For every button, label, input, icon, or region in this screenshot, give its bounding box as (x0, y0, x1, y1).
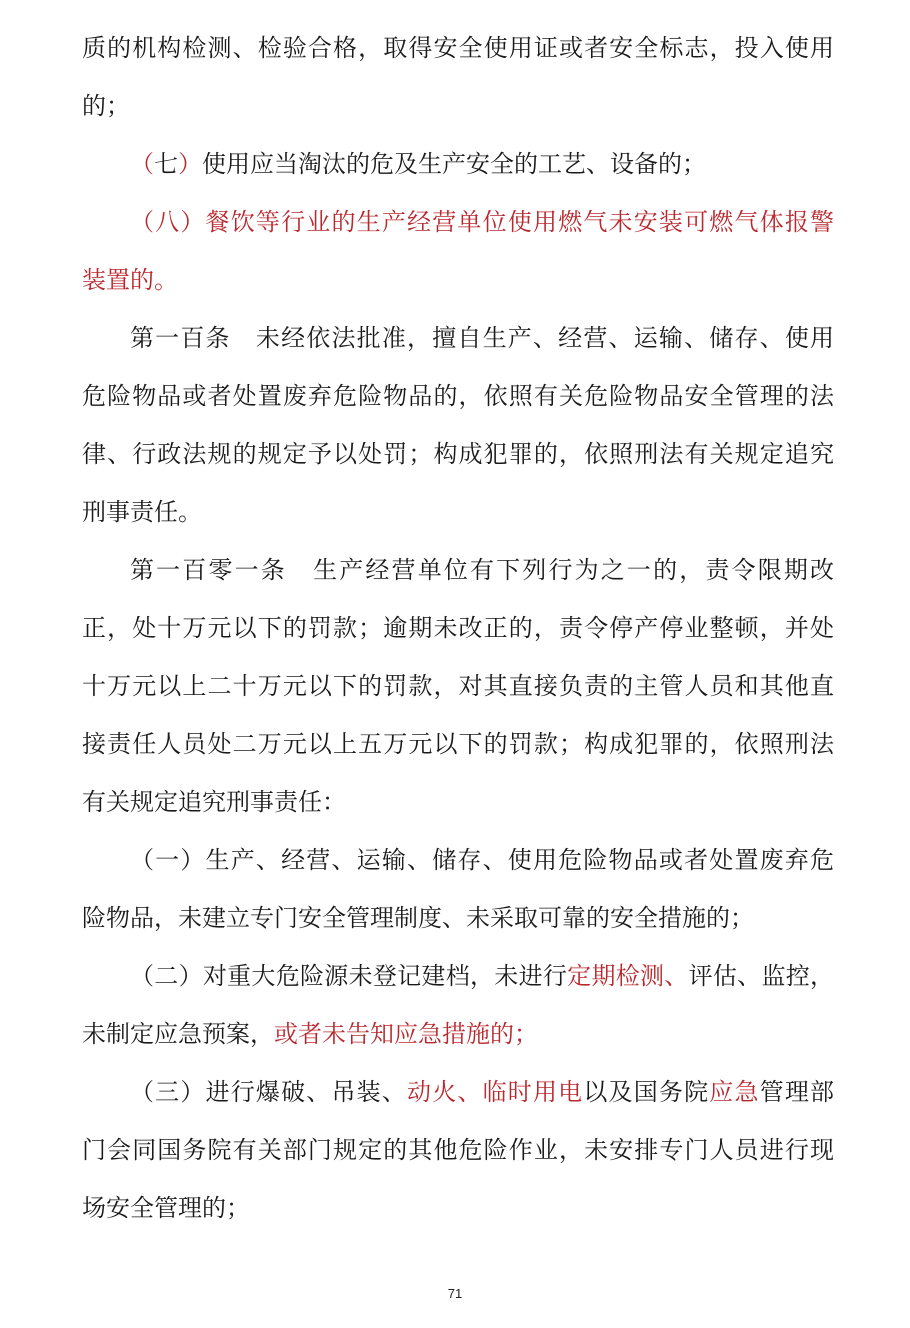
text-run: （三）进行爆破、吊装、 (130, 1078, 408, 1106)
text-line (82, 492, 834, 532)
text-line (82, 1014, 834, 1054)
text-run: 的； (82, 92, 130, 120)
highlighted-text: 或者未告知应急措施的； (274, 1020, 538, 1048)
highlighted-text: （ (130, 150, 154, 178)
highlighted-text: 装置的。 (82, 266, 178, 294)
text-line (82, 318, 834, 358)
text-line (82, 550, 834, 590)
text-line (82, 202, 834, 242)
text-line (82, 28, 834, 68)
text-run: 刑事责任。 (82, 498, 202, 526)
text-run: 使用应当淘汰的危及生产安全的工艺、设备的； (202, 150, 706, 178)
text-run: 七 (154, 150, 178, 178)
text-line (82, 840, 834, 880)
text-line (82, 666, 834, 706)
text-run: 门会同国务院有关部门规定的其他危险作业，未安排专门人员进行现 (82, 1136, 834, 1164)
text-run: 有关规定追究刑事责任： (82, 788, 346, 816)
text-line (82, 724, 834, 764)
text-run: 十万元以上二十万元以下的罚款，对其直接负责的主管人员和其他直 (82, 672, 834, 700)
text-run: 以及国务院 (583, 1078, 710, 1106)
text-line (82, 1188, 834, 1228)
text-run: 评估、监控， (688, 962, 835, 990)
text-line (82, 376, 834, 416)
text-line (82, 608, 834, 648)
text-line (82, 1072, 834, 1112)
page-number: 71 (447, 1286, 463, 1301)
text-run: 未制定应急预案， (82, 1020, 274, 1048)
text-run: 险物品，未建立专门安全管理制度、未采取可靠的安全措施的； (82, 904, 754, 932)
highlighted-text: ） (178, 150, 202, 178)
text-run: （一）生产、经营、运输、储存、使用危险物品或者处置废弃危 (130, 846, 834, 874)
text-run: 第一百条 未经依法批准，擅自生产、经营、运输、储存、使用 (130, 324, 834, 352)
text-run: 危险物品或者处置废弃危险物品的，依照有关危险物品安全管理的法 (82, 382, 834, 410)
text-run: 律、行政法规的规定予以处罚；构成犯罪的，依照刑法有关规定追究 (82, 440, 834, 468)
text-run: 场安全管理的； (82, 1194, 250, 1222)
text-line (82, 956, 834, 996)
text-line (82, 86, 834, 126)
highlighted-text: 应急 (709, 1078, 760, 1106)
text-run: 管理部 (759, 1078, 835, 1106)
text-run: 正，处十万元以下的罚款；逾期未改正的，责令停产停业整顿，并处 (82, 614, 834, 642)
text-run: 接责任人员处二万元以上五万元以下的罚款；构成犯罪的，依照刑法 (82, 730, 834, 758)
highlighted-text: （八）餐饮等行业的生产经营单位使用燃气未安装可燃气体报警 (130, 208, 834, 236)
text-line (82, 898, 834, 938)
text-line (82, 260, 834, 300)
text-run: （二）对重大危险源未登记建档，未进行 (130, 962, 568, 990)
text-run: 质的机构检测、检验合格，取得安全使用证或者安全标志，投入使用 (82, 34, 834, 62)
text-line (82, 782, 834, 822)
text-line (82, 144, 834, 184)
highlighted-text: 定期检测、 (567, 962, 689, 990)
text-line (82, 434, 834, 474)
text-run: 第一百零一条 生产经营单位有下列行为之一的，责令限期改 (130, 556, 834, 584)
highlighted-text: 动火、临时用电 (407, 1078, 584, 1106)
text-line (82, 1130, 834, 1170)
